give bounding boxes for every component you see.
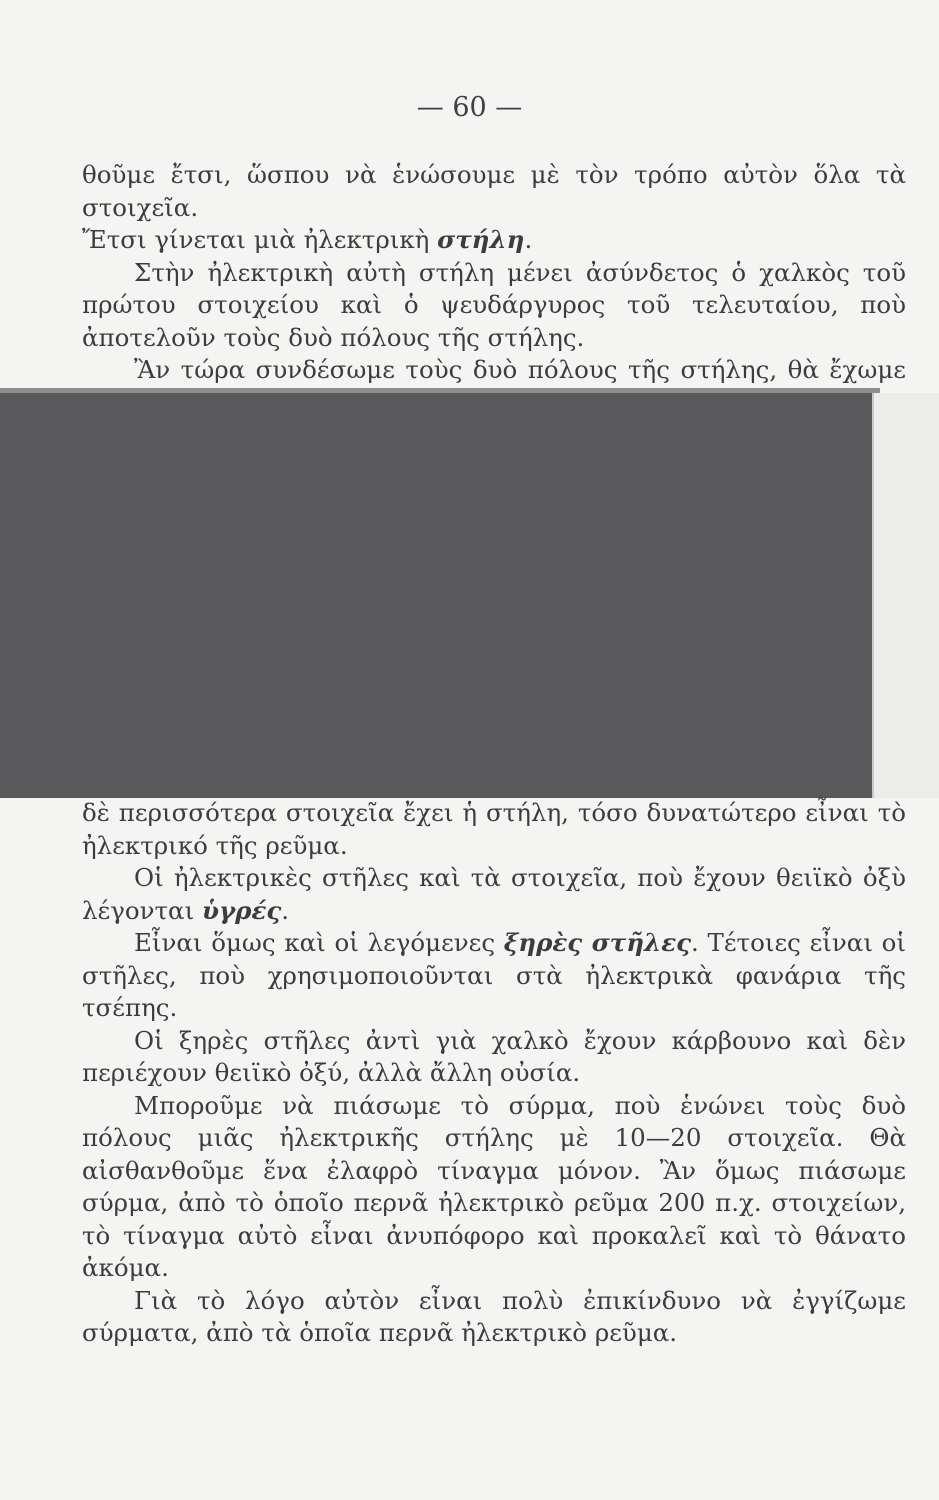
- paragraph-text: Ἔτσι γίνεται μιὰ ἠλεκτρικὴ: [82, 225, 438, 254]
- page-edge-strip: [872, 393, 939, 798]
- paragraph: [82, 1090, 906, 1285]
- paragraph-text: .: [524, 225, 533, 254]
- paragraph-text: Ἂν τώρα συνδέσωμε τοὺς δυὸ πόλους τῆς στήλης, θὰ ἔχωμε: [134, 355, 906, 384]
- paragraph-text: Εἶναι ὅμως καὶ οἱ λεγόμενες: [134, 928, 504, 957]
- emphasized-term: ὑγρές: [202, 895, 282, 925]
- paragraph-text: Οἱ ἠλεκτρικὲς στῆλες καὶ τὰ στοιχεῖα, ποὺ ἔχουν θειϊκὸ ὀξὺ λέγονται: [82, 863, 906, 925]
- text-block-bottom: [82, 797, 906, 1350]
- redaction-overlay: [0, 393, 872, 798]
- paragraph: [82, 797, 906, 862]
- paragraph-text: Γιὰ τὸ λόγο αὐτὸν εἶναι πολὺ ἐπικίνδυνο νὰ ἐγγίζωμε σύρματα, ἀπὸ τὰ ὁποῖα περνᾶ ἠλεκτρικὸ ρεῦμα.: [82, 1285, 906, 1347]
- paragraph: [82, 862, 906, 927]
- emphasized-term: στήλη: [437, 225, 525, 254]
- paragraph: [82, 927, 906, 1025]
- emphasized-term: ξηρὲς στῆλες: [503, 928, 692, 957]
- paragraph-text: .: [281, 895, 290, 925]
- paragraph: [82, 257, 906, 355]
- paragraph: [82, 224, 906, 257]
- paragraph-text: θοῦμε ἔτσι, ὥσπου νὰ ἑνώσουμε μὲ τὸν τρόπο αὐτὸν ὅλα τὰ στοιχεῖα.: [82, 160, 906, 222]
- paragraph-text: δὲ περισσότερα στοιχεῖα ἔχει ἡ στήλη, τόσο δυνατώτερο εἶναι τὸ ἠλεκτρικό τῆς ρεῦμα.: [82, 798, 906, 860]
- paragraph: [82, 159, 906, 224]
- paragraph-text: . Τέτοιες εἶναι οἱ στῆλες, ποὺ χρησιμοποιοῦνται στὰ ἠλεκτρικὰ φανάρια τῆς τσέπης.: [82, 928, 906, 1022]
- paragraph: [82, 1285, 906, 1350]
- paragraph-text: Οἱ ξηρὲς στῆλες ἀντὶ γιὰ χαλκὸ ἔχουν κάρβουνο καὶ δὲν περιέχουν θειϊκὸ ὀξύ, ἀλλὰ ἄλλη οὐσία.: [82, 1025, 906, 1087]
- paragraph: [82, 1025, 906, 1090]
- page-number: — 60 —: [416, 92, 523, 123]
- paragraph-text: Στὴν ἠλεκτρικὴ αὐτὴ στήλη μένει ἀσύνδετος ὁ χαλκὸς τοῦ πρώτου στοιχείου καὶ ὁ ψευδάργυρος τοῦ τελευταίου, ποὺ ἀποτελοῦν τοὺς δυὸ πόλους τῆς στήλης.: [82, 257, 906, 352]
- paragraph-text: Μποροῦμε νὰ πιάσωμε τὸ σύρμα, ποὺ ἑνώνει τοὺς δυὸ πόλους μιᾶς ἠλεκτρικῆς στήλης μὲ 10—20 στοιχεῖα. Θὰ αἰσθανθοῦμε ἕνα ἐλαφρὸ τίναγμα μόνον. Ἂν ὅμως πιάσωμε σύρμα, ἀπὸ τὸ ὁποῖο περνᾶ ἠλεκτρικὸ ρεῦμα 200 π.χ. στοιχείων, τὸ τίναγμα αὐτὸ εἶναι ἀνυπόφορο καὶ προκαλεῖ καὶ τὸ θάνατο ἀκόμα.: [82, 1090, 906, 1282]
